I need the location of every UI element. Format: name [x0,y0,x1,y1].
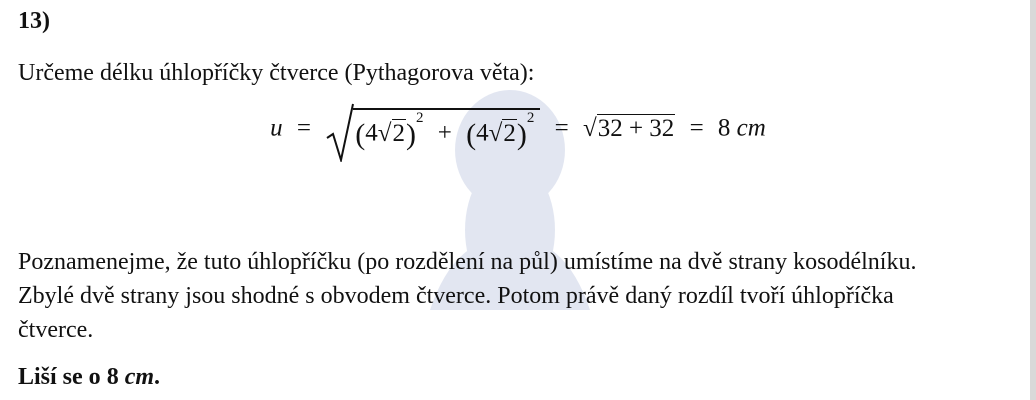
conclusion-value: 8 [106,364,119,390]
result-value: 8 [717,114,731,142]
term2-coef: 4 [476,119,489,147]
problem-number: 13) [18,8,50,34]
term2-radicand: 2 [503,119,516,147]
equals-sign-2: = [554,114,569,142]
paragraph-line-1: Poznamenejme, že tuto úhlopříčku (po rozdělení na půl) umístíme na dvě strany kosodélníku. [18,249,917,275]
conclusion-unit: cm [124,364,155,390]
page-edge [1030,0,1036,400]
paragraph-line-3: čtverce. [18,317,94,343]
formula-variable: u [270,114,283,142]
radical-sign-icon [325,102,355,162]
term2-exponent: 2 [526,110,535,126]
sum-radicand: 32 + 32 [597,114,675,142]
conclusion-suffix: . [154,364,161,390]
diagonal-formula [0,108,1036,152]
term1-exponent: 2 [416,110,424,126]
term1-radicand: 2 [392,119,406,147]
term1-coef: 4 [365,119,378,147]
outer-square-root: $(4√2)^2 + (4√2)^2$ [325,108,540,152]
intro-text: Určeme délku úhlopříčky čtverce (Pythagorova věta): [18,60,535,86]
result-unit: cm [736,114,766,142]
equals-sign: = [296,114,312,142]
equals-sign-3: = [689,114,704,142]
plus-sign: + [437,119,452,147]
sum-square-root: √32 + 32 [582,114,675,142]
explanation-paragraph [18,245,1028,347]
paragraph-line-2: Zbylé dvě strany jsou shodné s obvodem čtverce. Potom právě daný rozdíl tvoří úhlopříčka [18,283,894,309]
conclusion-prefix: Liší se o [18,364,101,390]
conclusion [18,364,160,391]
